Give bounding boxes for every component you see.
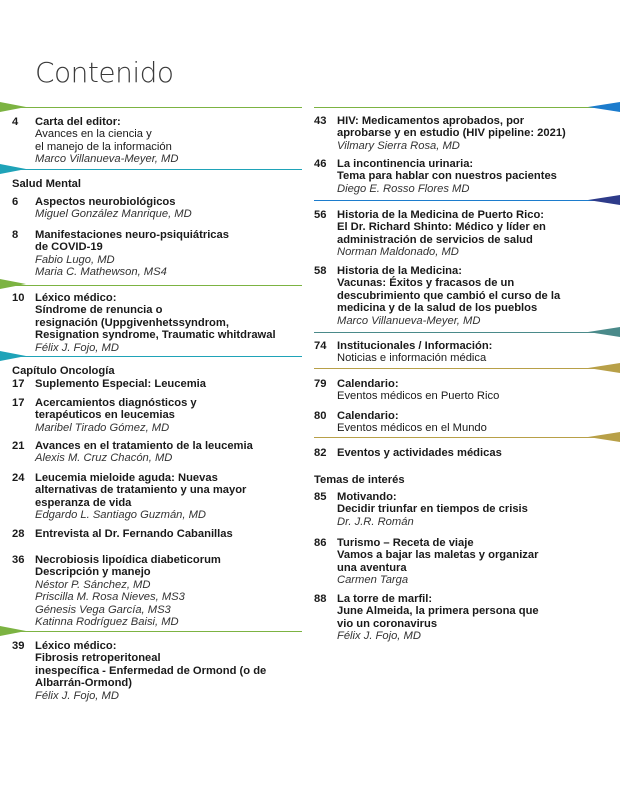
page-number: 6	[12, 196, 19, 208]
page-number: 8	[12, 229, 19, 241]
entry-title-line: Eventos médicos en el Mundo	[337, 422, 487, 435]
page-number: 85	[314, 491, 327, 503]
entry-heading: Léxico médico:	[35, 640, 117, 652]
page-number: 86	[314, 537, 327, 549]
page-number: 43	[314, 115, 327, 127]
section-heading: Temas de interés	[314, 474, 405, 486]
page-number: 17	[12, 397, 25, 409]
entry-author: Marco Villanueva-Meyer, MD	[337, 314, 481, 327]
divider-line	[314, 107, 620, 108]
entry-title-line: Necrobiosis lipoídica diabeticorum	[35, 554, 221, 566]
entry-title-line: June Almeida, la primera persona que	[337, 605, 539, 618]
entry-heading: Motivando:	[337, 491, 397, 503]
entry-body	[337, 209, 607, 259]
entry-body	[337, 491, 607, 528]
right-edge-triangle	[588, 327, 620, 337]
entry-author: Marco Villanueva-Meyer, MD	[35, 153, 179, 166]
entry-body	[35, 640, 305, 702]
entry-title-line: Albarrán-Ormond)	[35, 677, 132, 690]
divider-line	[314, 368, 620, 369]
entry-title-line: Avances en la ciencia y	[35, 128, 152, 141]
entry-title-line: Avances en el tratamiento de la leucemia	[35, 440, 253, 452]
entry-title-line: El Dr. Richard Shinto: Médico y líder en	[337, 221, 546, 234]
entry-body	[35, 554, 305, 628]
section-heading: Salud Mental	[12, 178, 81, 190]
page-number: 79	[314, 378, 327, 390]
page-title: Contenido	[35, 56, 174, 89]
entry-heading: Carta del editor:	[35, 116, 121, 128]
entry-body	[337, 447, 607, 459]
entry-body	[337, 537, 607, 587]
entry-author: Miguel González Manrique, MD	[35, 208, 192, 221]
page-number: 24	[12, 472, 25, 484]
entry-title-line: HIV: Medicamentos aprobados, por	[337, 115, 525, 127]
entry-title-line: inespecífica - Enfermedad de Ormond (o de	[35, 664, 267, 677]
entry-heading: Historia de la Medicina:	[337, 265, 462, 277]
entry-title-line: vio un coronavirus	[337, 617, 438, 630]
entry-heading: La incontinencia urinaria:	[337, 158, 474, 170]
left-edge-triangle	[0, 279, 26, 289]
page-number: 17	[12, 378, 25, 390]
entry-body	[337, 378, 607, 403]
entry-body	[35, 528, 305, 540]
page-number: 58	[314, 265, 327, 277]
entry-heading: Institucionales / Información:	[337, 340, 493, 352]
divider-line	[314, 332, 620, 333]
entry-title-line: alternativas de tratamiento y una mayor	[35, 484, 247, 497]
entry-author: Félix J. Fojo, MD	[337, 630, 421, 643]
entry-author: Norman Maldonado, MD	[337, 246, 459, 259]
entry-title-line: Síndrome de renuncia o	[35, 304, 163, 317]
entry-body	[337, 265, 607, 327]
entry-body	[35, 229, 305, 279]
right-edge-triangle	[588, 195, 620, 205]
entry-author: Priscilla M. Rosa Nieves, MS3	[35, 591, 185, 604]
page-number: 10	[12, 292, 25, 304]
entry-body	[35, 440, 305, 465]
page-number: 28	[12, 528, 25, 540]
entry-title-line: de COVID-19	[35, 241, 103, 254]
entry-title-line: una aventura	[337, 561, 407, 574]
entry-title-line: Vacunas: Éxitos y fracasos de un	[337, 277, 515, 290]
entry-author: Dr. J.R. Román	[337, 515, 414, 528]
entry-body	[337, 410, 607, 435]
entry-author: Fabio Lugo, MD	[35, 253, 115, 266]
section-heading: Capítulo Oncología	[12, 365, 115, 377]
entry-body	[35, 116, 305, 166]
entry-author: Alexis M. Cruz Chacón, MD	[35, 452, 173, 465]
entry-title-line: Tema para hablar con nuestros pacientes	[337, 170, 557, 183]
entry-author: Maria C. Mathewson, MS4	[35, 266, 167, 279]
entry-heading: Léxico médico:	[35, 292, 117, 304]
entry-title-line: Descripción y manejo	[35, 566, 151, 579]
entry-title-line: Fibrosis retroperitoneal	[35, 652, 161, 665]
entry-heading: Historia de la Medicina de Puerto Rico:	[337, 209, 545, 221]
page-number: 88	[314, 593, 327, 605]
entry-title-line: Acercamientos diagnósticos y	[35, 397, 197, 409]
entry-heading: Calendario:	[337, 378, 399, 390]
page-number: 21	[12, 440, 25, 452]
entry-body	[35, 196, 305, 221]
divider-line	[0, 285, 302, 286]
divider-line	[0, 107, 302, 108]
divider-line	[0, 631, 302, 632]
entry-body	[35, 472, 305, 522]
right-edge-triangle	[588, 102, 620, 112]
left-edge-triangle	[0, 102, 26, 112]
entry-body	[35, 397, 305, 434]
entry-body	[337, 115, 607, 152]
entry-title-line: resignación (Uppgivenhetssyndrom,	[35, 316, 229, 329]
entry-title-line: Vamos a bajar las maletas y organizar	[337, 549, 539, 562]
page-number: 74	[314, 340, 327, 352]
entry-title-line: descubrimiento que cambió el curso de la	[337, 289, 561, 302]
entry-title-line: esperanza de vida	[35, 496, 132, 509]
page-number: 4	[12, 116, 19, 128]
divider-line	[314, 437, 620, 438]
entry-title-line: Aspectos neurobiológicos	[35, 196, 176, 208]
page-number: 46	[314, 158, 327, 170]
entry-author: Carmen Targa	[337, 574, 409, 587]
entry-heading: Suplemento Especial: Leucemia	[35, 378, 206, 390]
entry-author: Maribel Tirado Gómez, MD	[35, 421, 170, 434]
divider-line	[0, 356, 302, 357]
entry-body	[337, 158, 607, 195]
entry-title-line: terapéuticos en leucemias	[35, 409, 175, 422]
entry-author: Félix J. Fojo, MD	[35, 341, 119, 354]
entry-title-line: administración de servicios de salud	[337, 233, 533, 246]
entry-author: Edgardo L. Santiago Guzmán, MD	[35, 509, 207, 522]
divider-line	[0, 169, 302, 170]
entry-title-line: Decidir triunfar en tiempos de crisis	[337, 503, 528, 516]
page-number: 36	[12, 554, 25, 566]
entry-body	[35, 292, 305, 354]
entry-title-line: Noticias e información médica	[337, 352, 487, 365]
entry-title-line: Eventos médicos en Puerto Rico	[337, 390, 500, 403]
page-number: 82	[314, 447, 327, 459]
entry-author: Félix J. Fojo, MD	[35, 689, 119, 702]
entry-heading: La torre de marfil:	[337, 593, 433, 605]
entry-title-line: Entrevista al Dr. Fernando Cabanillas	[35, 528, 233, 540]
entry-heading: Eventos y actividades médicas	[337, 447, 502, 459]
left-edge-triangle	[0, 626, 26, 636]
entry-title-line: Manifestaciones neuro-psiquiátricas	[35, 229, 229, 241]
entry-author: Diego E. Rosso Flores MD	[337, 182, 470, 195]
left-edge-triangle	[0, 164, 26, 174]
entry-title-line: el manejo de la información	[35, 140, 172, 153]
entry-title-line: aprobarse y en estudio (HIV pipeline: 2021)	[337, 127, 566, 140]
entry-body	[337, 593, 607, 643]
entry-author: Génesis Vega García, MS3	[35, 603, 171, 616]
entry-title-line: medicina y de la salud de los pueblos	[337, 302, 538, 315]
entry-author: Vilmary Sierra Rosa, MD	[337, 139, 460, 152]
divider-line	[314, 200, 620, 201]
entry-body	[35, 378, 305, 390]
entry-body	[337, 340, 607, 365]
left-edge-triangle	[0, 351, 26, 361]
entry-heading: Turismo – Receta de viaje	[337, 537, 474, 549]
page-number: 56	[314, 209, 327, 221]
entry-author: Katinna Rodríguez Baisi, MD	[35, 616, 179, 629]
entry-heading: Calendario:	[337, 410, 399, 422]
entry-title-line: Leucemia mieloide aguda: Nuevas	[35, 472, 218, 484]
page-number: 80	[314, 410, 327, 422]
entry-title-line: Resignation syndrome, Traumatic whitdrawal	[35, 329, 276, 342]
page-number: 39	[12, 640, 25, 652]
entry-author: Néstor P. Sánchez, MD	[35, 578, 151, 591]
